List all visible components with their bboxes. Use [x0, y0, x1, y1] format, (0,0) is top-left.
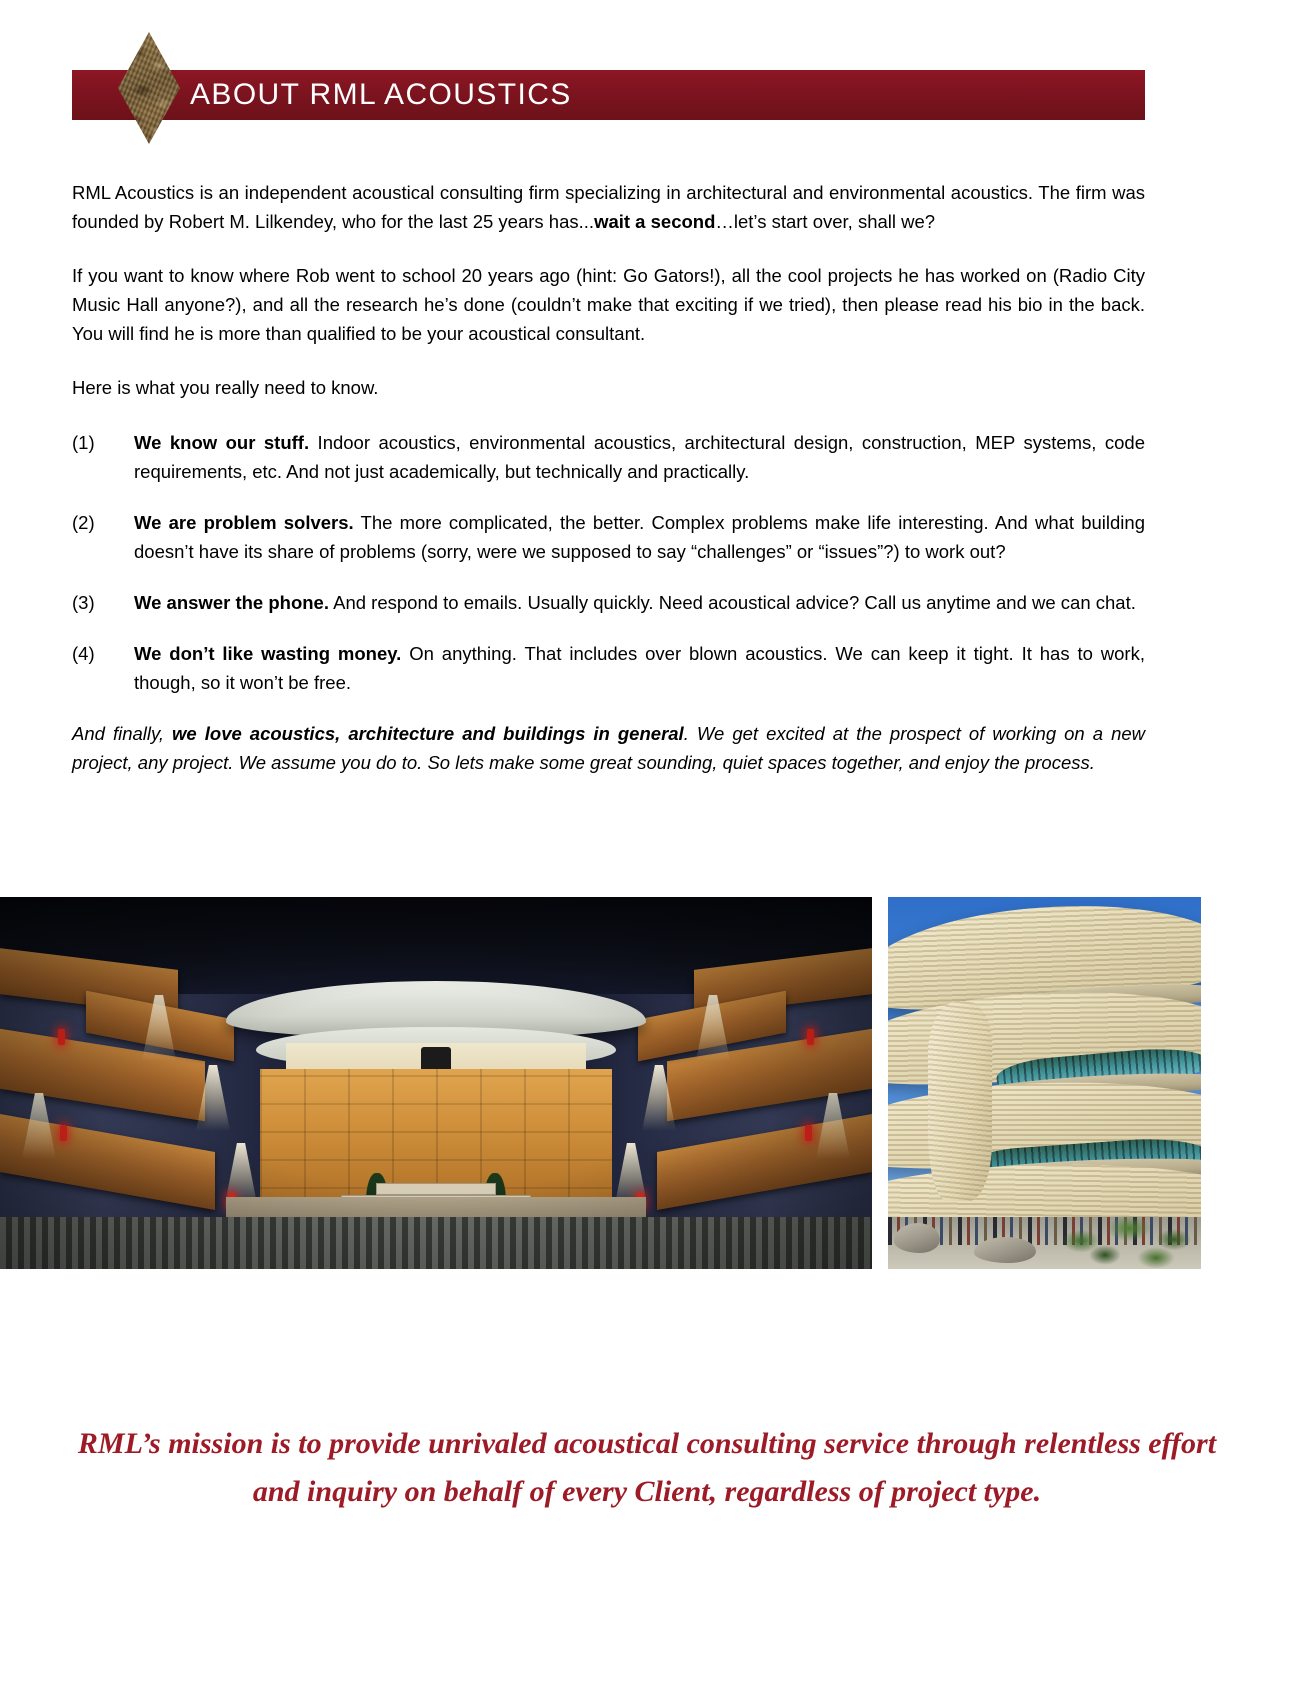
photo-row: [0, 897, 1301, 1269]
list-item-lead: We are problem solvers.: [134, 512, 354, 533]
exit-light-icon: [807, 1029, 814, 1045]
list-item-lead: We don’t like wasting money.: [134, 643, 402, 664]
landscape-boulder: [894, 1223, 940, 1253]
list-item-number: (3): [72, 592, 95, 613]
exit-light-icon: [805, 1125, 812, 1141]
list-item-body: The more complicated, the better. Complex problems make life interesting. And what building doesn’t have its share of problems (sorry, were we supposed to say “challenges” or “issues”?) to work out?: [134, 512, 1145, 562]
document-body: [72, 178, 1145, 777]
list-item-text: [134, 639, 1145, 697]
closing-part2: . We get excited at the prospect of working on a new project, any project. We assume you do to. So lets make some great sounding, quiet spaces together, and enjoy the process.: [72, 723, 1146, 773]
mission-line-2: and inquiry on behalf of every Client, regardless of project type.: [252, 1475, 1042, 1508]
exit-light-icon: [60, 1125, 67, 1141]
list-item-text: [134, 588, 1145, 617]
bio-paragraph: If you want to know where Rob went to school 20 years ago (hint: Go Gators!), all the cool projects he has worked on (Radio City Music Hall anyone?), and all the research he’s done (couldn’t make that exciting if we tried), then please read his bio in the back. You will find he is more than qualified to be your acoustical consultant.: [72, 265, 1145, 344]
exit-light-icon: [58, 1029, 65, 1045]
list-item-body: And respond to emails. Usually quickly. Need acoustical advice? Call us anytime and we can chat.: [328, 592, 1136, 613]
list-item-number: (4): [72, 643, 95, 664]
list-item: [72, 508, 1145, 566]
closing-bold: we love acoustics, architecture and buildings in general: [172, 723, 684, 744]
stone-vertical-pier: [928, 1001, 992, 1201]
list-item-body: Indoor acoustics, environmental acoustics, architectural design, construction, MEP systems, code requirements, etc. And not just academically, but technically and practically.: [134, 432, 1145, 482]
list-item: [72, 428, 1145, 486]
intro-text-part2: …let’s start over, shall we?: [715, 211, 936, 232]
list-item-number: (1): [72, 432, 95, 453]
list-item: [72, 639, 1145, 697]
list-item-body: On anything. That includes over blown acoustics. We can keep it tight. It has to work, though, so it won’t be free.: [134, 643, 1145, 693]
list-item: [72, 588, 1145, 617]
intro-text-bold: wait a second: [594, 211, 716, 232]
stage-riser: [376, 1183, 496, 1195]
closing-paragraph: [72, 719, 1145, 777]
mission-line-1: RML’s mission is to provide unrivaled acoustical consulting service through relentless effort: [77, 1427, 1217, 1460]
list-item-lead: We know our stuff.: [134, 432, 310, 453]
mission-statement: [72, 1420, 1222, 1516]
list-item-number: (2): [72, 512, 95, 533]
intro-text-part1: RML Acoustics is an independent acoustical consulting firm specializing in architectural and environmental acoustics. The firm was founded by Robert M. Lilkendey, who for the last 25 years has...: [72, 182, 1145, 232]
page-title: ABOUT RML ACOUSTICS: [190, 78, 572, 111]
intro-paragraph: [72, 178, 1145, 236]
list-item-text: [134, 508, 1145, 566]
list-item-lead: We answer the phone.: [134, 592, 329, 613]
key-points-list: [72, 428, 1145, 697]
page-header: [0, 0, 1301, 170]
landscape-boulder: [974, 1237, 1036, 1263]
closing-part1: And finally,: [72, 723, 173, 744]
audience-seating: [0, 1217, 872, 1269]
landscape-foliage: [1051, 1199, 1201, 1269]
lead-in-paragraph: Here is what you really need to know.: [72, 377, 379, 398]
concert-hall-interior-photo: [0, 897, 872, 1269]
list-item-text: [134, 428, 1145, 486]
diamond-stone-icon: [118, 32, 180, 144]
museum-exterior-photo: [888, 897, 1201, 1269]
